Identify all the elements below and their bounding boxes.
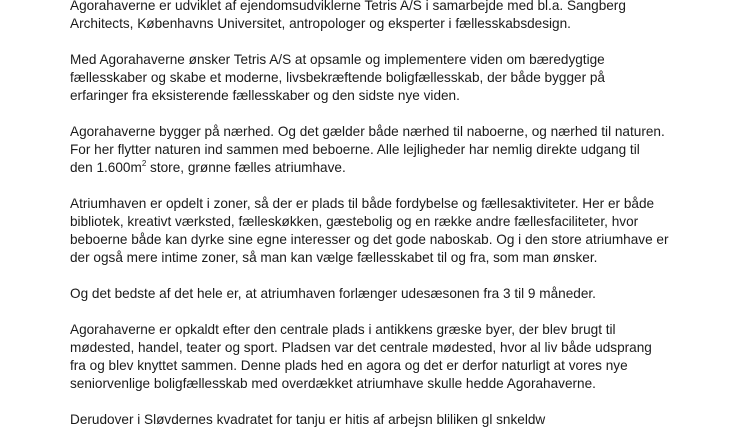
text-line xyxy=(70,159,710,177)
text-fragment: store, grønne fælles atriumhave. xyxy=(146,160,346,175)
paragraph-proximity xyxy=(70,123,710,177)
text-line: erfaringer fra eksisterende fællesskaber og den sidste nye viden. xyxy=(70,88,460,103)
text-line: der også mere intime zoner, så man kan vælge fællesskabet til og fra, som man ønsker. xyxy=(70,250,598,265)
text-line: Agorahaverne er udviklet af ejendomsudviklerne Tetris A/S i samarbejde med bl.a. Sangberg xyxy=(70,0,626,13)
paragraph-cutoff xyxy=(70,411,710,429)
document-body xyxy=(70,0,710,447)
paragraph-agora xyxy=(70,321,710,393)
text-line: bibliotek, kreativt værksted, fælleskøkken, gæstebolig og en række andre fællesfaciliteter, hvor xyxy=(70,214,639,229)
paragraph-season xyxy=(70,285,710,303)
text-line: Med Agorahaverne ønsker Tetris A/S at opsamle og implementere viden om bæredygtige xyxy=(70,52,605,67)
text-line: fællesskaber og skabe et moderne, livsbekræftende boligfællesskab, der både bygger på xyxy=(70,70,605,85)
text-line: seniorvenlige boligfællesskab med overdækket atriumhave skulle hedde Agorahaverne. xyxy=(70,376,596,391)
paragraph-vision xyxy=(70,51,710,105)
text-line: Atriumhaven er opdelt i zoner, så der er plads til både fordybelse og fællesaktiviteter. Her er både xyxy=(70,196,655,211)
text-line: beboerne både kan dyrke sine egne interesser og det gode naboskab. Og i den store atriumhave er xyxy=(70,232,669,247)
text-line: Agorahaverne er opkaldt efter den centrale plads i antikkens græske byer, der blev brugt til xyxy=(70,322,616,337)
text-fragment: den 1.600m xyxy=(70,160,142,175)
text-line: Og det bedste af det hele er, at atriumhaven forlænger udesæsonen fra 3 til 9 måneder. xyxy=(70,286,596,301)
text-line: mødested, handel, teater og sport. Pladsen var det centrale mødested, hvor al liv både udsprang xyxy=(70,340,652,355)
superscript: 2 xyxy=(141,159,147,168)
paragraph-intro xyxy=(70,0,710,33)
text-line: Agorahaverne bygger på nærhed. Og det gælder både nærhed til naboerne, og nærhed til naturen. xyxy=(70,124,665,139)
text-line: fra og blev knyttet sammen. Denne plads hed en agora og det er derfor naturligt at vores nye xyxy=(70,358,628,373)
text-line: For her flytter naturen ind sammen med beboerne. Alle lejligheder har nemlig direkte udgang til xyxy=(70,142,640,157)
text-line: Derudover i Sløvdernes kvadratet for tanju er hitis af arbejsn bliliken gl snkeldw xyxy=(70,412,546,427)
paragraph-zones xyxy=(70,195,710,267)
text-line: Architects, Københavns Universitet, antropologer og eksperter i fællesskabsdesign. xyxy=(70,16,571,31)
